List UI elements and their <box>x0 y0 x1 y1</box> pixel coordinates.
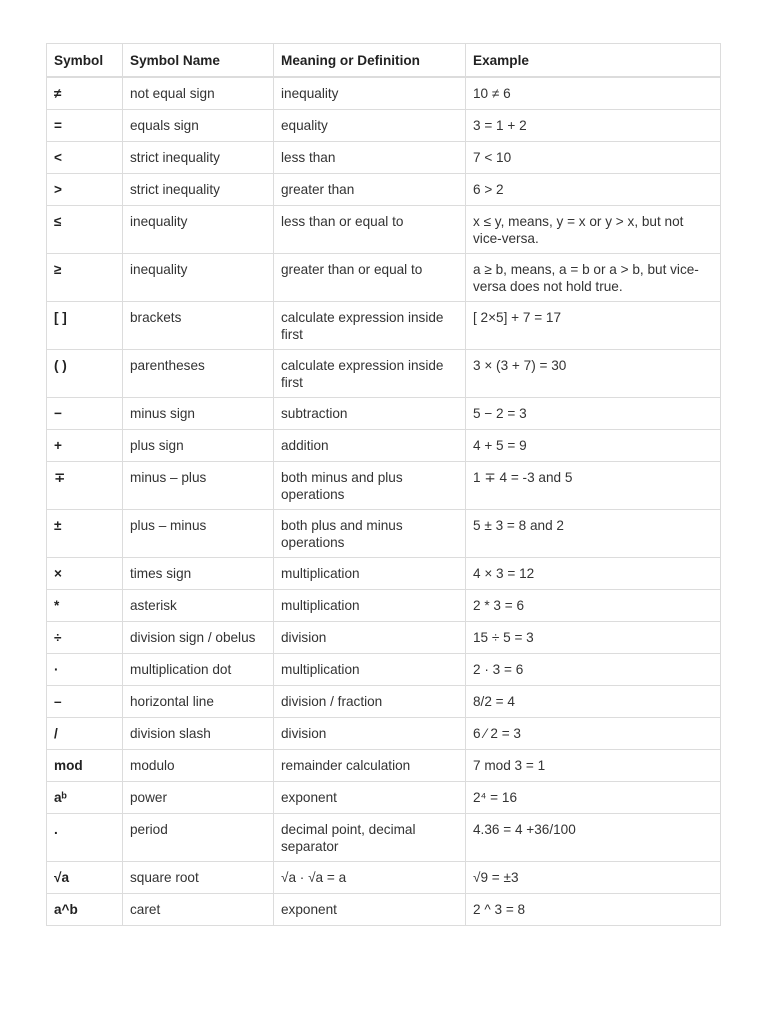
table-row <box>47 430 721 462</box>
meaning-cell: equality <box>274 110 466 142</box>
meaning-cell: decimal point, decimal separator <box>274 814 466 862</box>
header-example: Example <box>466 44 721 78</box>
table-row <box>47 142 721 174</box>
symbol-cell: > <box>47 174 123 206</box>
example-cell: 2⁴ = 16 <box>466 782 721 814</box>
table-row <box>47 862 721 894</box>
symbol-cell: · <box>47 654 123 686</box>
example-cell: 10 ≠ 6 <box>466 77 721 110</box>
symbol-cell: = <box>47 110 123 142</box>
symbol-name-cell: times sign <box>123 558 274 590</box>
meaning-cell: both plus and minus operations <box>274 510 466 558</box>
table-header-row <box>47 44 721 78</box>
meaning-cell: addition <box>274 430 466 462</box>
symbol-cell: aᵇ <box>47 782 123 814</box>
example-cell: 2 * 3 = 6 <box>466 590 721 622</box>
example-cell: 5 − 2 = 3 <box>466 398 721 430</box>
meaning-cell: calculate expression inside first <box>274 350 466 398</box>
example-cell: 3 × (3 + 7) = 30 <box>466 350 721 398</box>
symbol-name-cell: horizontal line <box>123 686 274 718</box>
meaning-cell: exponent <box>274 894 466 926</box>
header-meaning: Meaning or Definition <box>274 44 466 78</box>
table-row <box>47 174 721 206</box>
table-row <box>47 350 721 398</box>
example-cell: x ≤ y, means, y = x or y > x, but not vice-versa. <box>466 206 721 254</box>
symbol-name-cell: strict inequality <box>123 142 274 174</box>
symbol-name-cell: minus sign <box>123 398 274 430</box>
symbol-cell: . <box>47 814 123 862</box>
symbol-name-cell: square root <box>123 862 274 894</box>
table-body <box>47 77 721 926</box>
symbol-name-cell: caret <box>123 894 274 926</box>
table-row <box>47 558 721 590</box>
meaning-cell: remainder calculation <box>274 750 466 782</box>
symbol-cell: − <box>47 398 123 430</box>
symbol-name-cell: period <box>123 814 274 862</box>
table-row <box>47 814 721 862</box>
symbol-cell: × <box>47 558 123 590</box>
table-row <box>47 462 721 510</box>
example-cell: 4 + 5 = 9 <box>466 430 721 462</box>
meaning-cell: calculate expression inside first <box>274 302 466 350</box>
symbol-cell: + <box>47 430 123 462</box>
symbol-cell: ≥ <box>47 254 123 302</box>
symbol-name-cell: brackets <box>123 302 274 350</box>
symbol-name-cell: equals sign <box>123 110 274 142</box>
example-cell: 2 ^ 3 = 8 <box>466 894 721 926</box>
symbol-cell: / <box>47 718 123 750</box>
symbol-cell: ± <box>47 510 123 558</box>
symbol-name-cell: division sign / obelus <box>123 622 274 654</box>
symbol-cell: * <box>47 590 123 622</box>
symbol-cell: ≠ <box>47 77 123 110</box>
meaning-cell: division / fraction <box>274 686 466 718</box>
table-row <box>47 110 721 142</box>
meaning-cell: multiplication <box>274 558 466 590</box>
example-cell: 4.36 = 4 +36/100 <box>466 814 721 862</box>
table-row <box>47 686 721 718</box>
table-row <box>47 206 721 254</box>
meaning-cell: multiplication <box>274 590 466 622</box>
example-cell: 7 < 10 <box>466 142 721 174</box>
symbol-cell: ÷ <box>47 622 123 654</box>
math-symbols-table <box>46 43 721 926</box>
example-cell: [ 2×5] + 7 = 17 <box>466 302 721 350</box>
symbol-name-cell: minus – plus <box>123 462 274 510</box>
table-row <box>47 622 721 654</box>
meaning-cell: less than or equal to <box>274 206 466 254</box>
meaning-cell: division <box>274 718 466 750</box>
symbol-cell: – <box>47 686 123 718</box>
symbol-cell: √a <box>47 862 123 894</box>
symbol-cell: ≤ <box>47 206 123 254</box>
symbol-name-cell: multiplication dot <box>123 654 274 686</box>
symbol-name-cell: not equal sign <box>123 77 274 110</box>
symbol-cell: ( ) <box>47 350 123 398</box>
symbol-cell: a^b <box>47 894 123 926</box>
meaning-cell: inequality <box>274 77 466 110</box>
table-row <box>47 750 721 782</box>
symbol-cell: < <box>47 142 123 174</box>
example-cell: a ≥ b, means, a = b or a > b, but vice-versa does not hold true. <box>466 254 721 302</box>
symbol-name-cell: inequality <box>123 206 274 254</box>
symbol-name-cell: plus – minus <box>123 510 274 558</box>
symbol-cell: ∓ <box>47 462 123 510</box>
symbol-name-cell: inequality <box>123 254 274 302</box>
symbol-name-cell: modulo <box>123 750 274 782</box>
example-cell: 1 ∓ 4 = -3 and 5 <box>466 462 721 510</box>
meaning-cell: division <box>274 622 466 654</box>
symbol-name-cell: asterisk <box>123 590 274 622</box>
table-row <box>47 590 721 622</box>
meaning-cell: exponent <box>274 782 466 814</box>
example-cell: √9 = ±3 <box>466 862 721 894</box>
header-symbol-name: Symbol Name <box>123 44 274 78</box>
meaning-cell: greater than or equal to <box>274 254 466 302</box>
meaning-cell: √a · √a = a <box>274 862 466 894</box>
table-row <box>47 254 721 302</box>
symbol-name-cell: parentheses <box>123 350 274 398</box>
meaning-cell: greater than <box>274 174 466 206</box>
example-cell: 8/2 = 4 <box>466 686 721 718</box>
meaning-cell: less than <box>274 142 466 174</box>
symbol-cell: mod <box>47 750 123 782</box>
example-cell: 3 = 1 + 2 <box>466 110 721 142</box>
table-row <box>47 718 721 750</box>
example-cell: 6 > 2 <box>466 174 721 206</box>
table-row <box>47 894 721 926</box>
meaning-cell: multiplication <box>274 654 466 686</box>
example-cell: 6 ⁄ 2 = 3 <box>466 718 721 750</box>
symbol-name-cell: plus sign <box>123 430 274 462</box>
meaning-cell: subtraction <box>274 398 466 430</box>
table-row <box>47 782 721 814</box>
table-row <box>47 398 721 430</box>
symbol-name-cell: power <box>123 782 274 814</box>
meaning-cell: both minus and plus operations <box>274 462 466 510</box>
symbol-name-cell: division slash <box>123 718 274 750</box>
example-cell: 7 mod 3 = 1 <box>466 750 721 782</box>
table-row <box>47 510 721 558</box>
table-row <box>47 654 721 686</box>
table-row <box>47 77 721 110</box>
example-cell: 5 ± 3 = 8 and 2 <box>466 510 721 558</box>
symbol-cell: [ ] <box>47 302 123 350</box>
header-symbol: Symbol <box>47 44 123 78</box>
example-cell: 15 ÷ 5 = 3 <box>466 622 721 654</box>
example-cell: 2 · 3 = 6 <box>466 654 721 686</box>
symbol-name-cell: strict inequality <box>123 174 274 206</box>
example-cell: 4 × 3 = 12 <box>466 558 721 590</box>
table-row <box>47 302 721 350</box>
